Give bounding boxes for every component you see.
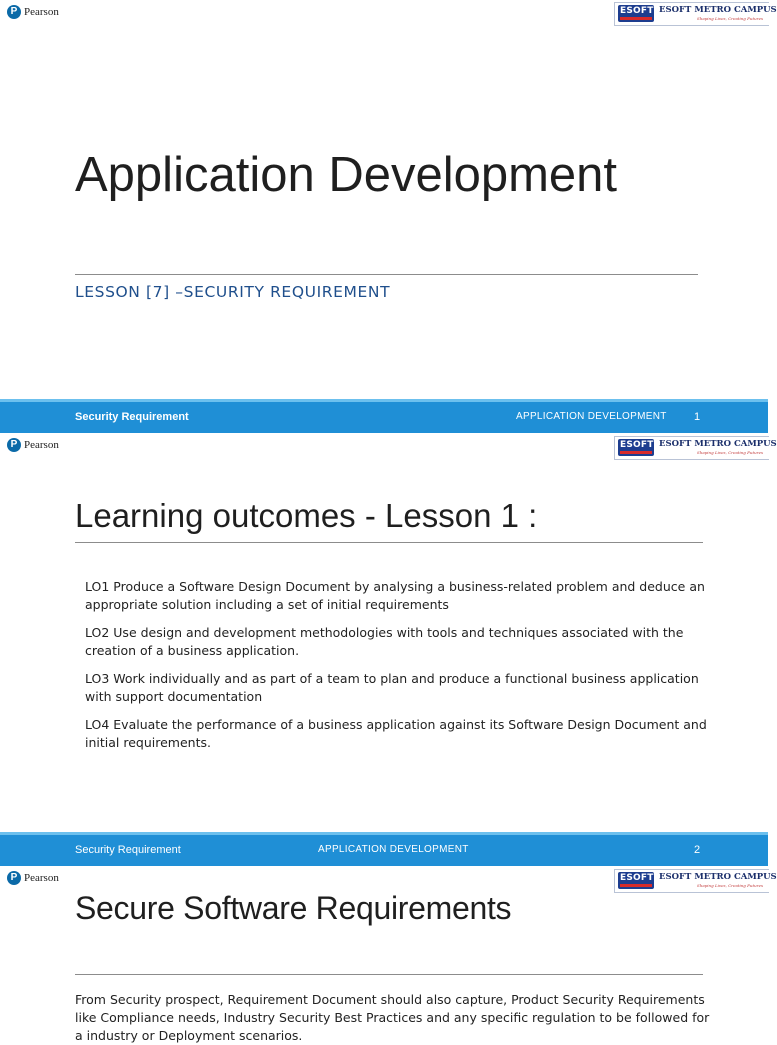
esoft-tagline: Shaping Lives, Creating Futures <box>697 450 763 455</box>
outcome-lo4: LO4 Evaluate the performance of a business application against its Software Design Document and initial requirements. <box>85 717 707 750</box>
esoft-tagline: Shaping Lives, Creating Futures <box>697 883 763 888</box>
pearson-p-icon: P <box>7 438 21 452</box>
outcome-lo2: LO2 Use design and development methodologies with tools and techniques associated with the creation of a business application. <box>85 625 684 658</box>
footer-center-text: APPLICATION DEVELOPMENT <box>516 411 667 422</box>
slide-body-text: From Security prospect, Requirement Document should also capture, Product Security Requirements like Compliance needs, Industry Security Best Practices and any specific regulation to be followed for a industry or Deployment scenarios. <box>75 992 710 1043</box>
esoft-logo <box>614 436 777 460</box>
pearson-wordmark: Pearson <box>24 872 59 884</box>
esoft-mark-icon: ESOFT <box>618 872 654 889</box>
footer-center-text: APPLICATION DEVELOPMENT <box>318 844 469 855</box>
esoft-tagline: Shaping Lives, Creating Futures <box>697 16 763 21</box>
pearson-logo <box>7 871 59 885</box>
outcome-lo3: LO3 Work individually and as part of a team to plan and produce a functional business application with support documentation <box>85 671 699 704</box>
slide-title: Secure Software Requirements <box>75 890 512 926</box>
slide-title: Learning outcomes - Lesson 1 : <box>75 497 538 534</box>
esoft-name: ESOFT METRO CAMPUS <box>659 5 777 15</box>
footer-left-text: Security Requirement <box>75 844 181 856</box>
esoft-name: ESOFT METRO CAMPUS <box>659 439 777 449</box>
footer-left-text: Security Requirement <box>75 411 189 423</box>
pearson-wordmark: Pearson <box>24 439 59 451</box>
pearson-logo <box>7 5 59 19</box>
slide-footer <box>0 832 768 866</box>
slide-subtitle: LESSON [7] –SECURITY REQUIREMENT <box>75 283 391 301</box>
title-divider <box>75 542 703 543</box>
slide-footer <box>0 399 768 433</box>
pearson-p-icon: P <box>7 5 21 19</box>
footer-page-number: 2 <box>694 844 701 856</box>
esoft-mark-icon: ESOFT <box>618 5 654 22</box>
slide-1 <box>0 0 777 433</box>
outcome-lo1: LO1 Produce a Software Design Document by analysing a business-related problem and deduce an appropriate solution including a set of initial requirements <box>85 579 705 612</box>
footer-page-number: 1 <box>694 411 701 423</box>
esoft-logo <box>614 869 777 893</box>
esoft-logo <box>614 2 777 26</box>
slide-title: Application Development <box>75 148 618 202</box>
title-divider <box>75 974 703 975</box>
title-divider <box>75 274 698 275</box>
pearson-logo <box>7 438 59 452</box>
slide-2 <box>0 433 777 866</box>
slide-3 <box>0 866 777 1043</box>
esoft-name: ESOFT METRO CAMPUS <box>659 872 777 882</box>
pearson-p-icon: P <box>7 871 21 885</box>
pearson-wordmark: Pearson <box>24 6 59 18</box>
esoft-mark-icon: ESOFT <box>618 439 654 456</box>
